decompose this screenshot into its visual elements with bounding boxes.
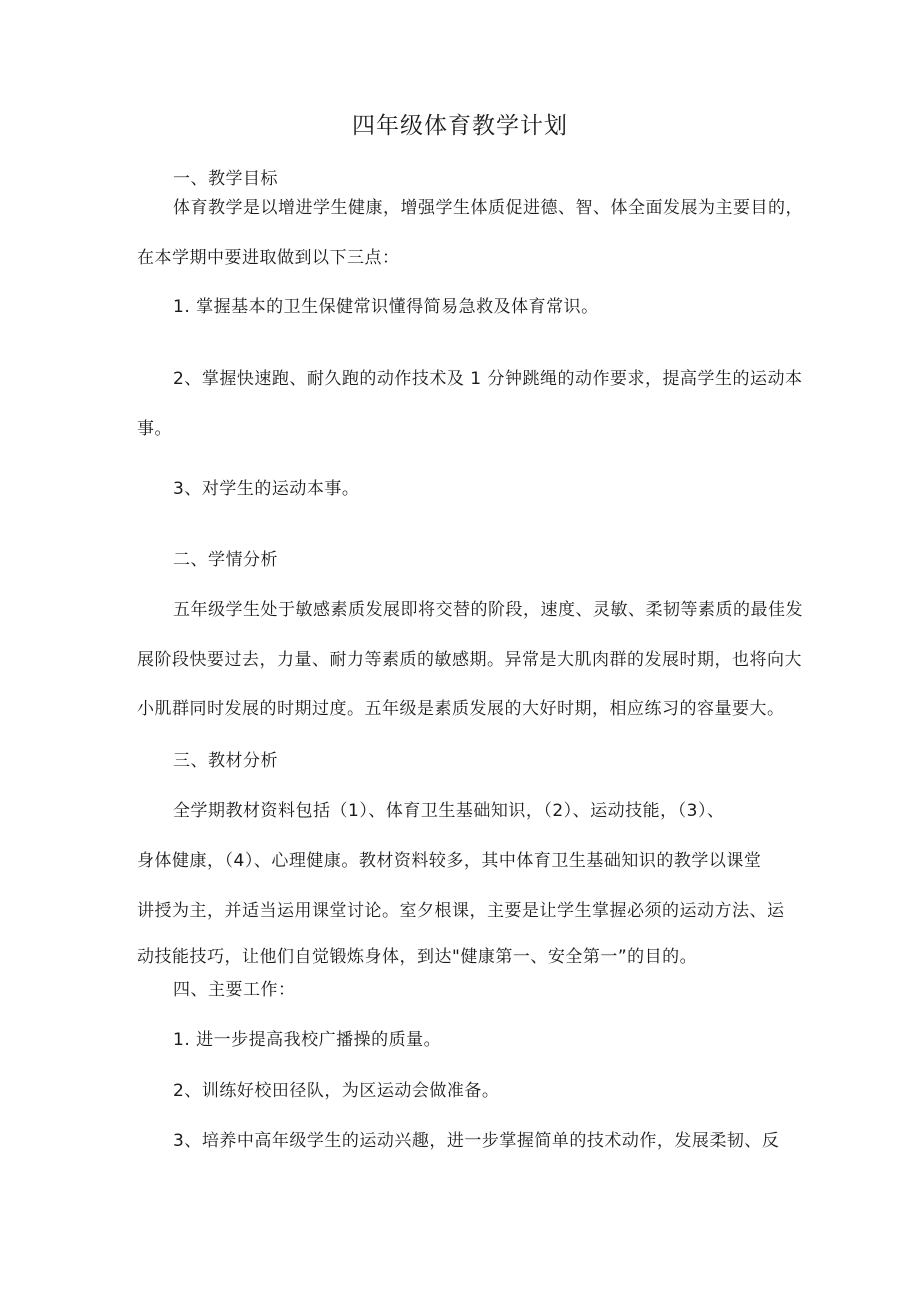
paragraph-line: 全学期教材资料包括（1）、体育卫生基础知识，（2）、运动技能，（3）、 bbox=[173, 801, 725, 821]
list-item: 2、掌握快速跑、耐久跑的动作技术及 1 分钟跳绳的动作要求，提高学生的运动本 bbox=[173, 369, 803, 389]
section-heading-student-analysis: 二、学情分析 bbox=[173, 550, 278, 570]
section-heading-teaching-goals: 一、教学目标 bbox=[173, 169, 278, 189]
paragraph-line: 讲授为主，并适当运用课堂讨论。室夕根课，主要是让学生掌握必须的运动方法、运 bbox=[137, 901, 785, 921]
paragraph-line: 在本学期中要进取做到以下三点： bbox=[137, 248, 400, 268]
paragraph-line: 小肌群同时发展的时期过度。五年级是素质发展的大好时期，相应练习的容量要大。 bbox=[137, 699, 785, 719]
paragraph-line: 五年级学生处于敏感素质发展即将交替的阶段，速度、灵敏、柔韧等素质的最佳发 bbox=[173, 600, 803, 620]
section-heading-material-analysis: 三、教材分析 bbox=[173, 751, 278, 771]
list-item: 1. 掌握基本的卫生保健常识懂得简易急救及体育常识。 bbox=[173, 297, 599, 317]
paragraph-line: 体育教学是以增进学生健康，增强学生体质促进德、智、体全面发展为主要目的， bbox=[173, 198, 803, 218]
list-item-continuation: 事。 bbox=[137, 419, 172, 439]
section-heading-main-work: 四、主要工作： bbox=[173, 980, 296, 1000]
list-item: 2、训练好校田径队，为区运动会做准备。 bbox=[173, 1081, 500, 1101]
paragraph-line: 身体健康，（4）、心理健康。教材资料较多，其中体育卫生基础知识的教学以课堂 bbox=[137, 851, 762, 871]
list-item: 3、对学生的运动本事。 bbox=[173, 479, 360, 499]
paragraph-line: 动技能技巧，让他们自觉锻炼身体，到达"健康第一、安全第一”的目的。 bbox=[137, 947, 698, 967]
document-title: 四年级体育教学计划 bbox=[352, 113, 568, 139]
list-item: 1. 进一步提高我校广播操的质量。 bbox=[173, 1030, 442, 1050]
list-item: 3、培养中高年级学生的运动兴趣，进一步掌握简单的技术动作，发展柔韧、反 bbox=[173, 1131, 780, 1151]
paragraph-line: 展阶段快要过去，力量、耐力等素质的敏感期。异常是大肌肉群的发展时期，也将向大 bbox=[137, 650, 802, 670]
